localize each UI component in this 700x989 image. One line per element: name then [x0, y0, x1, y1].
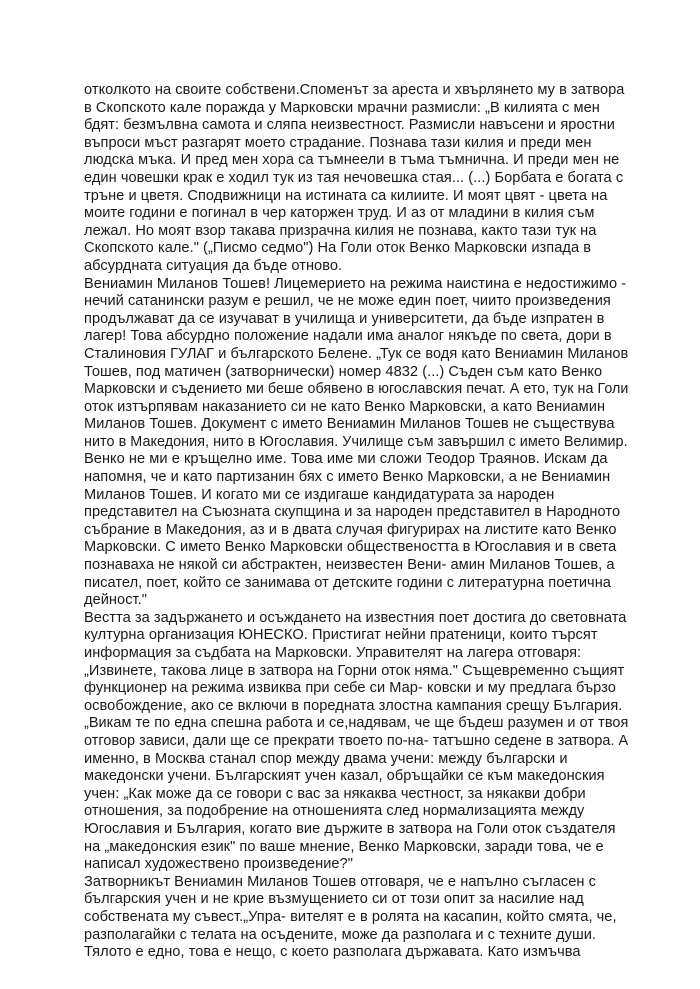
text-line: Югославия и България, когато вие държите в затвора на Голи оток създателя — [84, 820, 616, 837]
text-line: „Извинете, такова лице в затвора на Горни оток няма." Същевременно същият — [84, 662, 625, 679]
text-line: Миланов Тошев. Документ с името Вениамин Миланов Тошев не съществува — [84, 416, 615, 433]
text-line: собствената му съвест.„Упра- вителят е в ролята на касапин, който смята, че, — [84, 908, 617, 925]
text-line: напомня, че и като партизанин бях с името Венко Марковски, а не Вениамин — [84, 469, 611, 486]
text-line: учен: „Как може да се говори с вас за някаква честност, за някакви добри — [84, 785, 586, 802]
text-line: продължават да се изучават в училища и университети, да бъде изпратен в — [84, 310, 605, 327]
text-line: на „македонския език" по ваше мнение, Венко Марковски, заради това, че е — [84, 838, 604, 855]
text-line: лежал. Но моят взор такава призрачна килия не познава, както тази тук на — [84, 222, 597, 239]
text-line: Марковски. С името Венко Марковски обществеността в Югославия и в света — [84, 539, 617, 556]
text-line: тръне и цветя. Сподвижници на истината са килиите. И моят цвят - цвета на — [84, 187, 608, 204]
text-line: Вестта за задържането и осъждането на известния поет достига до световната — [84, 609, 627, 626]
text-line: разполагайки с телата на осъдените, може да разполага и с техните души. — [84, 926, 597, 943]
text-line: именно, в Москва станал спор между двама учени: между български и — [84, 750, 568, 767]
text-line: Тялото е едно, това е нещо, с което разполага държавата. Като измъчва — [84, 944, 581, 961]
text-line: Венко не ми е кръщелно име. Това име ми сложи Теодор Траянов. Искам да — [84, 451, 608, 468]
text-line: бдят: безмълвна самота и сляпа неизвестност. Размисли навъсени и яростни — [84, 117, 616, 134]
text-line: моите години е погинал в чер каторжен труд. И аз от младини в килия съм — [84, 205, 595, 222]
text-line: Тошев, под матичен (затворнически) номер 4832 (...) Съден съм като Венко — [84, 363, 603, 380]
text-line: функционер на режима извиква при себе си Мар- ковски и му предлага бързо — [84, 680, 616, 697]
text-line: лагер! Това абсурдно положение надали има аналог някъде по света, дори в — [84, 328, 612, 345]
text-line: отговор зависи, дали ще се прекрати твоето по-на- татъшно седене в затвора. А — [84, 732, 629, 749]
text-line: информация за съдбата на Марковски. Управителят на лагера отговаря: — [84, 645, 582, 661]
text-line: отколкото на своите собствени.Споменът за ареста и хвърлянето му в затвора — [84, 82, 625, 98]
text-line: абсурдната ситуация да бъде отново. — [84, 257, 343, 274]
text-line: Вениамин Миланов Тошев! Лицемерието на режима наистина е недостижимо - — [84, 275, 627, 292]
text-line: представител на Съюзната скупщина и за народен представител в Народното — [84, 504, 621, 521]
text-line: македонски учени. Българският учен казал, обръщайки се към македонския — [84, 768, 605, 785]
text-line: оток изтърпявам наказанието си не като Венко Марковски, а като Вениамин — [84, 398, 606, 415]
text-line: людска мъка. И пред мен хора са тъмнеели в тъма тъмнична. И преди мен не — [84, 152, 620, 169]
text-line: въпроси мъст разгарят моето страдание. Познава тази килия и преди мен — [84, 134, 592, 151]
text-line: културна организация ЮНЕСКО. Пристигат нейни пратеници, които търсят — [84, 627, 598, 644]
text-line: познаваха не някой си абстрактен, неизвестен Вени- амин Миланов Тошев, а — [84, 557, 615, 574]
text-line: Миланов Тошев. И когато ми се издигаше кандидатурата за народен — [84, 486, 555, 503]
text-line: „Викам те по една спешна работа и се,надявам, че ще бъдеш разумен и от твоя — [84, 715, 629, 732]
text-line: отношения, за подобрение на отношенията след нормализацията между — [84, 803, 585, 820]
text-line: събрание в Македония, аз и в двата случая фигурирах на листите като Венко — [84, 521, 617, 538]
text-line: Скопското кале." („Писмо седмо") На Голи оток Венко Марковски изпада в — [84, 240, 592, 257]
text-line: Марковски и съдението ми беше обявено в югославския печат. А ето, тук на Голи — [84, 381, 629, 398]
text-line: българския учен и не крие възмущението си от този опит за насилие над — [84, 891, 584, 908]
body-text — [84, 82, 628, 962]
text-line: Сталиновия ГУЛАГ и българското Белене. „Тук се водя като Вениамин Миланов — [84, 345, 629, 362]
text-line: писател, поет, който се занимава от детските години с литературна поетична — [84, 574, 611, 591]
text-line: нечий сатанински разум е решил, че не може един поет, чиито произведения — [84, 293, 611, 310]
text-line: нито в Македония, нито в Югославия. Училище съм завършил с името Велимир. — [84, 433, 628, 450]
text-line: освобождение, ако се включи в поредната злостна кампания срещу България. — [84, 697, 623, 714]
text-line: написал художествено произведение?" — [84, 856, 353, 873]
text-line: Затворникът Вениамин Миланов Тошев отговаря, че е напълно съгласен с — [84, 873, 596, 890]
text-line: дейност." — [84, 592, 148, 609]
text-line: един човешки крак е ходил тук из тая нечовешка стая... (...) Борбата е богата с — [84, 169, 624, 186]
text-line: в Скопското кале поражда у Марковски мрачни размисли: „В килията с мен — [84, 99, 600, 116]
